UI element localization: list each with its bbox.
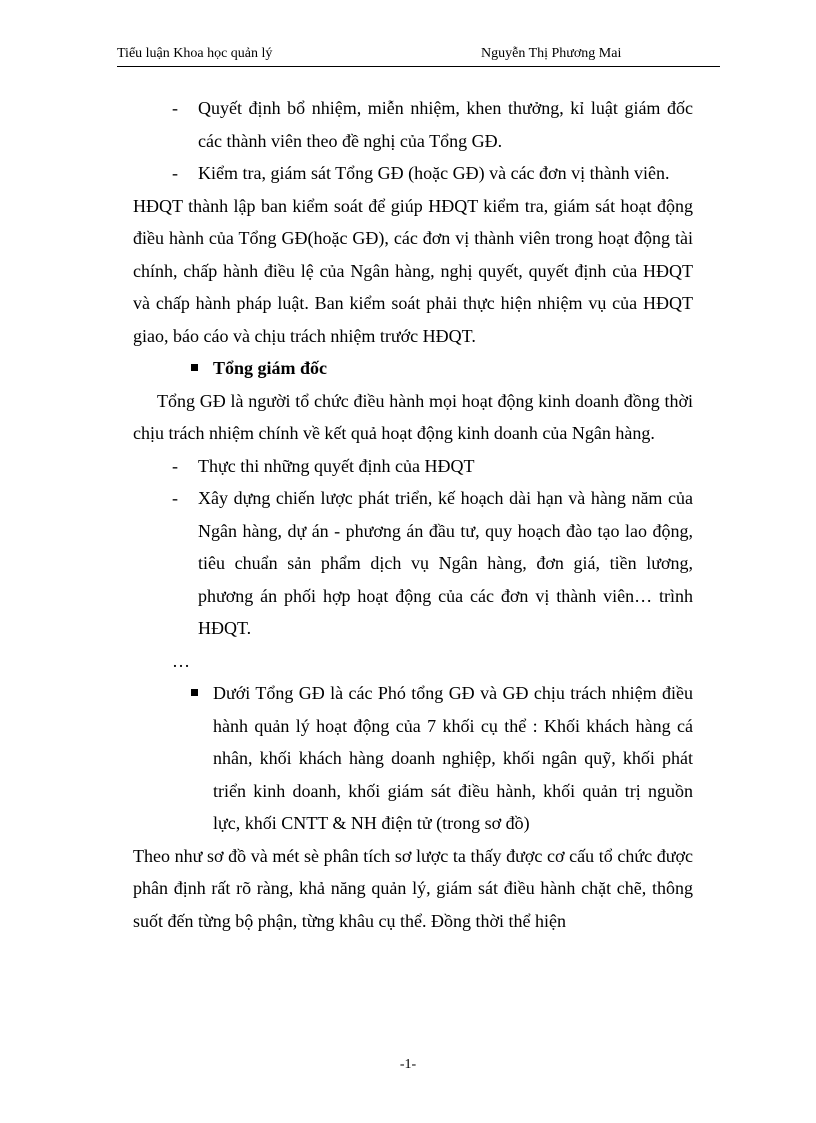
list-item-text: Kiểm tra, giám sát Tổng GĐ (hoặc GĐ) và các đơn vị thành viên.	[198, 163, 670, 183]
dash-marker: -	[172, 98, 178, 118]
list-item-text: Xây dựng chiến lược phát triển, kế hoạch dài hạn và hàng năm của Ngân hàng, dự án - phương án đầu tư, quy hoạch đào tạo lao động, tiêu chuẩn sản phẩm dịch vụ Ngân hàng, đơn giá, tiền lương, phương án phối hợp hoạt động của các đơn vị thành viên… trình HĐQT.	[198, 488, 693, 638]
ellipsis-line: …	[172, 650, 190, 671]
header-rule	[117, 66, 720, 67]
square-bullet-icon	[191, 689, 198, 696]
bullet-item-text: Dưới Tổng GĐ là các Phó tổng GĐ và GĐ chịu trách nhiệm điều hành quản lý hoạt động của 7 khối cụ thể : Khối khách hàng cá nhân, khối khách hàng doanh nghiệp, khối ngân quỹ, khối phát triển kinh doanh, khối giám sát điều hành, khối quản trị nguồn lực, khối CNTT & NH điện tử (trong sơ đồ)	[213, 683, 693, 833]
paragraph: Theo như sơ đồ và mét sè phân tích sơ lược ta thấy được cơ cấu tổ chức được phân định rất rõ ràng, khả năng quản lý, giám sát điều hành chặt chẽ, thông suốt đến từng bộ phận, từng khâu cụ thể. Đồng thời thể hiện	[133, 845, 693, 931]
dash-list-item	[133, 157, 693, 190]
section-heading	[133, 352, 693, 385]
dash-list-item	[133, 92, 693, 157]
square-bullet-icon	[191, 364, 198, 371]
list-item-text: Thực thi những quyết định của HĐQT	[198, 455, 475, 476]
header-author: Nguyễn Thị Phương Mai	[481, 46, 622, 61]
square-bullet-item	[133, 677, 693, 840]
page-header	[117, 46, 720, 66]
dash-list-item	[133, 482, 693, 645]
document-body	[133, 92, 693, 937]
page-number: -1-	[399, 1057, 417, 1072]
header-title: Tiểu luận Khoa học quản lý	[117, 46, 273, 61]
dash-marker: -	[172, 455, 178, 476]
list-item-text: Quyết định bổ nhiệm, miễn nhiệm, khen thưởng, kỉ luật giám đốc các thành viên theo đề nghị của Tổng GĐ.	[198, 98, 693, 151]
dash-marker: -	[172, 488, 178, 508]
heading-text: Tổng giám đốc	[213, 358, 328, 378]
paragraph: Tổng GĐ là người tổ chức điều hành mọi hoạt động kinh doanh đồng thời chịu trách nhiệm chính về kết quả hoạt động kinh doanh của Ngân hàng.	[133, 390, 693, 443]
dash-marker: -	[172, 163, 178, 183]
dash-list-item	[133, 450, 693, 483]
paragraph: HĐQT thành lập ban kiểm soát để giúp HĐQT kiểm tra, giám sát hoạt động điều hành của Tổng GĐ(hoặc GĐ), các đơn vị thành viên trong hoạt động tài chính, chấp hành điều lệ của Ngân hàng, nghị quyết, quyết định của HĐQT và chấp hành pháp luật. Ban kiểm soát phải thực hiện nhiệm vụ của HĐQT giao, báo cáo và chịu trách nhiệm trước HĐQT.	[133, 195, 693, 346]
